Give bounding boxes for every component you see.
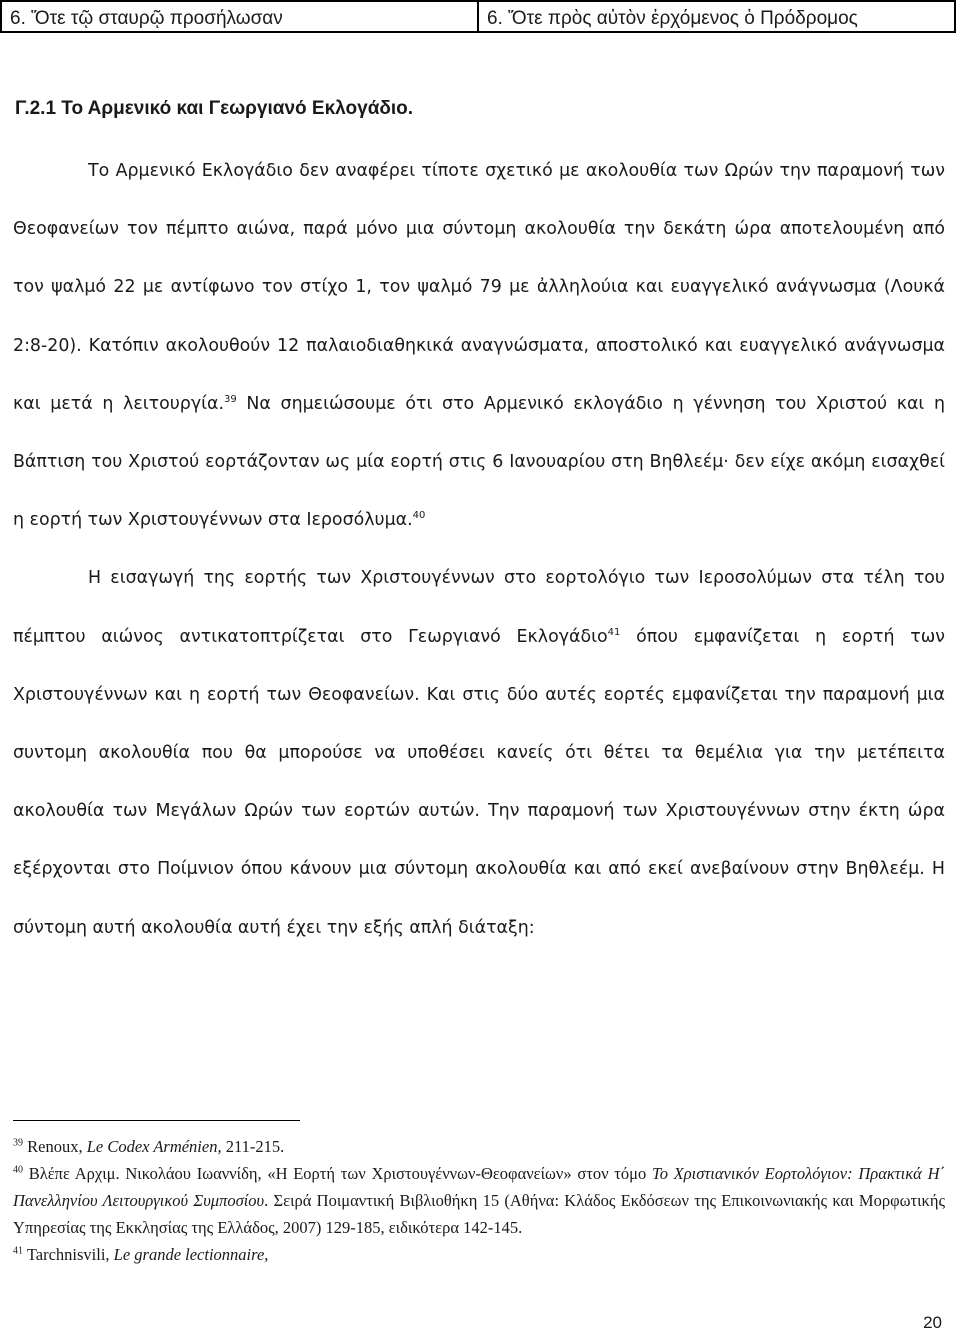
footnote-title: Το Χριστιανικόν Εορτολόγιον: Πρακτικά Η΄ Πανελληνίου Λειτουργικού Συμποσίου (13, 1164, 945, 1210)
footnote-41 (13, 1241, 945, 1268)
footnote-number: 41 (13, 1245, 23, 1257)
footnote-text: Βλέπε Αρχιμ. Νικολάου Ιωαννίδη, «Η Εορτή των Χριστουγέννων-Θεοφανείων» στον τόμο (23, 1164, 653, 1183)
page-number: 20 (923, 1313, 942, 1332)
paragraph-1-text-b: Να σημειώσουμε ότι στο Αρμενικό εκλογάδιο η γέννηση του Χριστού και η Βάπτιση του Χριστού εορτάζονταν ως μία εορτή στις 6 Ιανουαρίου στη Βηθλεέμ· δεν είχε ακόμη εισαχθεί η εορτή των Χριστουγέννων στα Ιεροσόλυμα. (13, 393, 945, 531)
header-table (0, 0, 956, 33)
footnote-number: 39 (13, 1137, 23, 1149)
footnote-number: 40 (13, 1164, 23, 1176)
footnote-ref-41[interactable]: 41 (607, 626, 621, 638)
footnote-title: Le Codex Arménien, (86, 1137, 222, 1156)
header-cell-right: 6. Ὅτε πρὸς αὐτὸν ἐρχόμενος ὁ Πρόδρομος (477, 2, 954, 31)
footnote-ref-40[interactable]: 40 (412, 510, 426, 522)
footnote-ref-39[interactable]: 39 (224, 394, 237, 406)
paragraph-1-text-a: Το Αρμενικό Εκλογάδιο δεν αναφέρει τίποτε σχετικό με ακολουθία των Ωρών την παραμονή των Θεοφανείων τον πέμπτο αιώνα, παρά μόνο μια σύντομη ακολουθία την δεκάτη ώρα αποτελουμένη από τον ψαλμό 22 με αντίφωνο τον στίχο 1, τον ψαλμό 79 με ἀλληλούια και ευαγγελικό ανάγνωσμα (Λουκά 2:8-20). Κατόπιν ακολουθούν 12 παλαιοδιαθηκικά αναγνώσματα, αποστολικό και ευαγγελικό ανάγνωσμα και μετά η λειτουργία. (13, 161, 945, 414)
footnote-text: 211-215. (221, 1137, 285, 1156)
footnotes (13, 1133, 945, 1268)
footnote-text: Tarchnisvili, (23, 1245, 114, 1264)
paragraph-2-text-b: όπου εμφανίζεται η εορτή των Χριστουγέννων και η εορτή των Θεοφανείων. Και στις δύο αυτές εορτές εμφανίζεται την παραμονή μια συντομη ακολουθία που θα μπορούσε να υποθέσει κανείς ότι θέτει τα θεμέλια για την μετέπειτα ακολουθία των Μεγάλων Ωρών των εορτών αυτών. Την παραμονή των Χριστουγέννων στην έκτη ώρα εξέρχονται στο Ποίμνιον όπου κάνουν μια σύντομη ακολουθία και από εκεί ανεβαίνουν στην Βηθλεέμ. Η σύντομη αυτή ακολουθία αυτή έχει την εξής απλή διάταξη: (13, 626, 945, 938)
footnote-text: Renoux, (23, 1137, 87, 1156)
paragraph-2 (13, 549, 945, 956)
footnote-separator (13, 1120, 300, 1121)
section-heading: Γ.2.1 Το Αρμενικό και Γεωργιανό Εκλογάδιο. (15, 98, 414, 119)
body-text (13, 142, 945, 957)
paragraph-1 (13, 142, 945, 549)
footnote-40 (13, 1160, 945, 1241)
footnote-39 (13, 1133, 945, 1160)
footnote-title: Le grande lectionnaire, (113, 1245, 269, 1264)
footnote-text: . Σειρά Ποιμαντική Βιβλιοθήκη 15 (Αθήνα: Κλάδος Εκδόσεων της Επικοινωνιακής και Μορφωτικής Υπηρεσίας της Εκκλησίας της Ελλάδος, 2007) 129-185, ειδικότερα 142-145. (13, 1191, 945, 1237)
paragraph-2-text-a: Η εισαγωγή της εορτής των Χριστουγέννων στο εορτολόγιο των Ιεροσολύμων στα τέλη του πέμπτου αιώνος αντικατοπτρίζεται στο Γεωργιανό Εκλογάδιο (13, 568, 945, 647)
header-cell-left: 6. Ὅτε τῷ σταυρῷ προσήλωσαν (10, 8, 283, 29)
